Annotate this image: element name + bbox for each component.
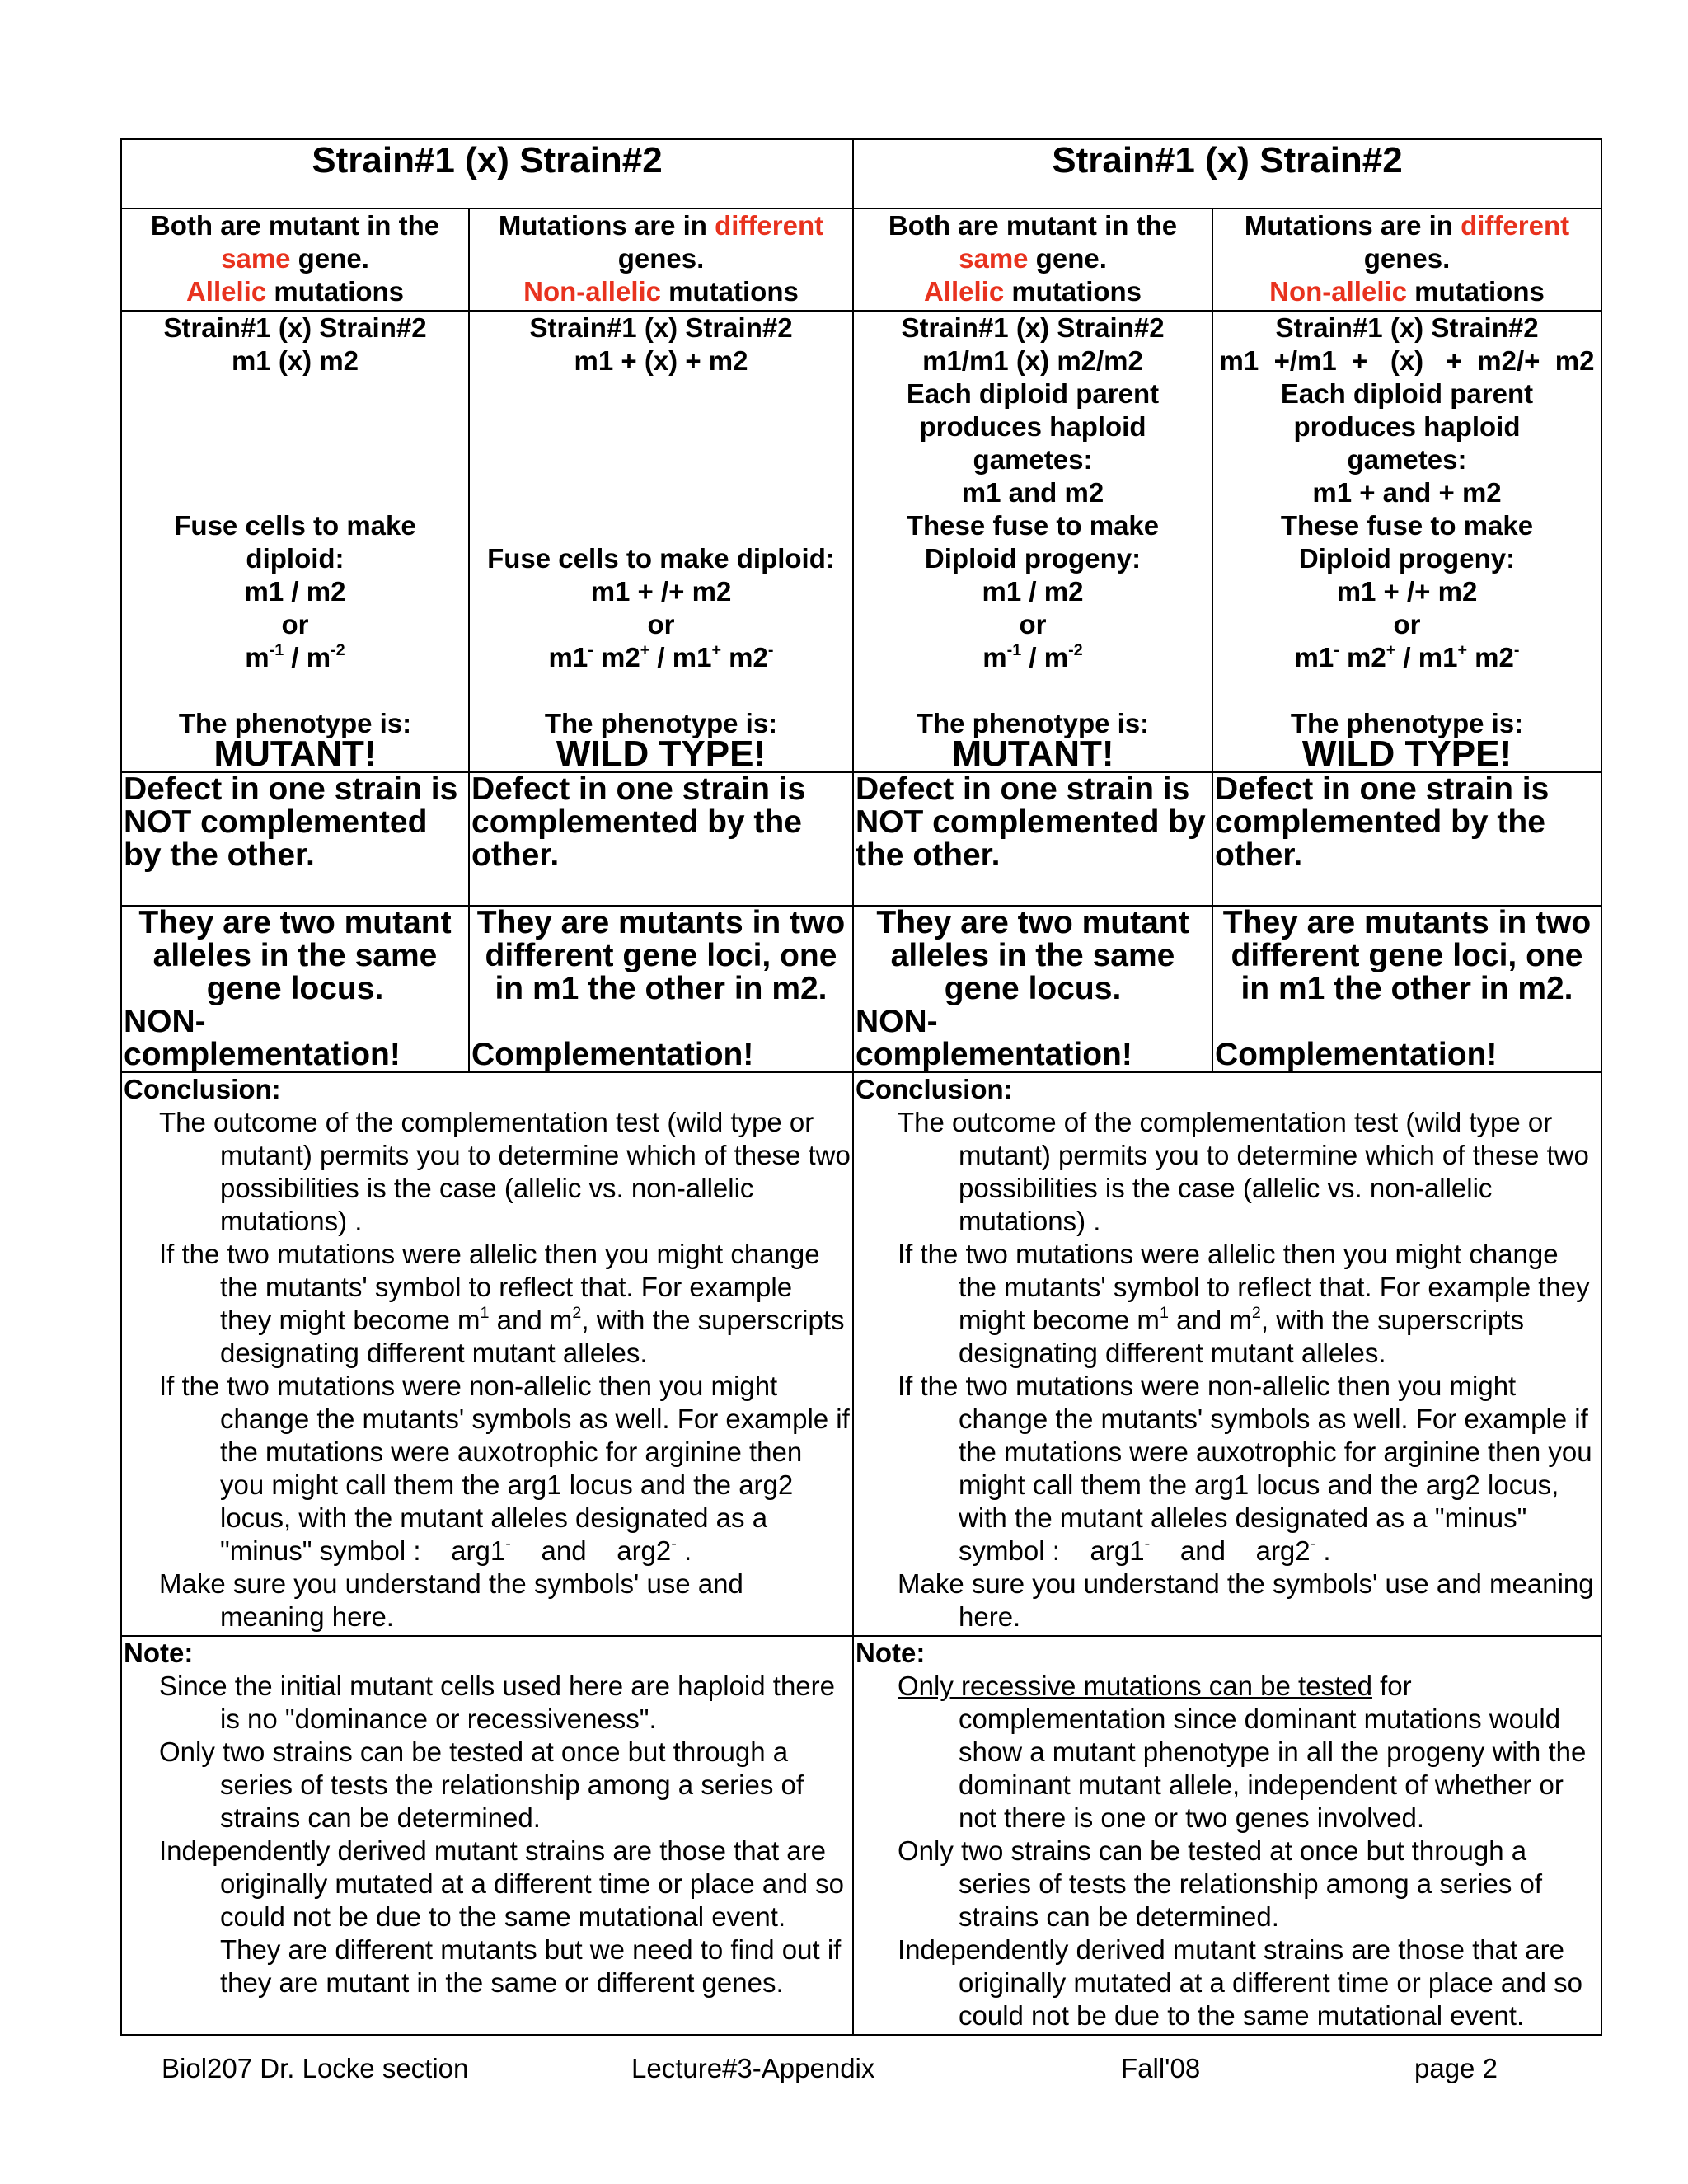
- cross-line: m1/m1 (x) m2/m2: [922, 345, 1143, 376]
- cross-line: Strain#1 (x) Strain#2: [529, 312, 793, 343]
- right-title: Strain#1 (x) Strain#2: [853, 139, 1601, 209]
- note-label: Note:: [856, 1638, 926, 1668]
- cross-line: Each diploid parent: [1280, 378, 1534, 409]
- cross-line: These fuse to make: [906, 510, 1160, 541]
- cross-line: Strain#1 (x) Strain#2: [1275, 312, 1539, 343]
- desc-line: mutations: [1407, 276, 1545, 307]
- cross-line: or: [1019, 609, 1047, 640]
- locus-line: They are mutants in two: [476, 905, 846, 940]
- col1-description: [121, 209, 469, 311]
- fuse-line: diploid:: [246, 543, 345, 574]
- fuse-symbol: $m^{-1} / m^{-2}$: [245, 641, 345, 673]
- fuse-line: m1 / m2: [244, 576, 346, 607]
- cross-line: gametes:: [973, 444, 1093, 475]
- desc-red-word: Allelic: [185, 276, 267, 307]
- page-footer: [0, 2052, 1688, 2083]
- locus-line: alleles in the same: [152, 938, 438, 973]
- locus-line: in m1 the other in m2.: [1240, 971, 1573, 1006]
- cross-line: Diploid progeny:: [924, 543, 1142, 574]
- locus-line: gene locus.: [206, 971, 384, 1006]
- desc-red-word: different: [715, 210, 824, 241]
- complementation-result: complementation!: [856, 1037, 1132, 1072]
- footer-course: Biol207 Dr. Locke section: [162, 2053, 469, 2083]
- note-paragraph: Since the initial mutant cells used here are haploid there is no "dominance or recessiveness".: [159, 1671, 835, 1734]
- desc-line: Mutations are in: [498, 210, 715, 241]
- locus-line: They are two mutant: [876, 905, 1189, 940]
- cross-line: gametes:: [1347, 444, 1467, 475]
- cross-line: m1 +/m1 + (x) + m2/+ m2: [1219, 345, 1595, 376]
- col2-description: [469, 209, 853, 311]
- phenotype-value: WILD TYPE!: [1301, 733, 1512, 774]
- cross-line: produces haploid: [1293, 411, 1521, 442]
- title-row: [121, 139, 1601, 209]
- col4-description: [1212, 209, 1601, 311]
- underlined-text: Only recessive mutations can be tested: [898, 1671, 1372, 1701]
- col4-locus: [1212, 906, 1601, 1072]
- note-row: [121, 1636, 1601, 2035]
- locus-line: alleles in the same: [890, 938, 1175, 973]
- note-paragraph: Only two strains can be tested at once but through a series of tests the relationship among a series of strains can be determined.: [159, 1736, 804, 1833]
- fuse-symbol: m1- m2+ / m1+ m2-: [1294, 641, 1520, 673]
- col1-defect: Defect in one strain is NOT complemented by the other.: [121, 772, 469, 906]
- desc-red-word: Allelic: [923, 276, 1005, 307]
- desc-line: mutations: [661, 276, 799, 307]
- note-label: Note:: [124, 1638, 194, 1668]
- description-row: [121, 209, 1601, 311]
- locus-line: They are mutants in two: [1222, 905, 1592, 940]
- conclusion-paragraph: The outcome of the complementation test (wild type or mutant) permits you to determine which of these two possibilities is the case (allelic vs. non-allelic mutations) .: [159, 1107, 851, 1236]
- note-paragraph: Only two strains can be tested at once but through a series of tests the relationship among a series of strains can be determined.: [898, 1835, 1543, 1932]
- col3-cross: [853, 311, 1212, 772]
- conclusion-paragraph: Make sure you understand the symbols' use and meaning here.: [898, 1568, 1594, 1632]
- cross-line: or: [1393, 609, 1421, 640]
- conclusion-left: [121, 1072, 857, 1636]
- desc-line: Both are mutant in the: [150, 210, 440, 241]
- fuse-symbol: m1- m2+ / m1+ m2-: [548, 641, 774, 673]
- desc-line: genes.: [1363, 243, 1451, 274]
- phenotype-label: The phenotype is:: [178, 708, 412, 738]
- complementation-result: Complementation!: [471, 1037, 754, 1072]
- desc-line: mutations: [1004, 276, 1142, 307]
- desc-line: genes.: [617, 243, 705, 274]
- locus-line: They are two mutant: [138, 905, 452, 940]
- conclusion-paragraph: If the two mutations were non-allelic then you might change the mutants' symbols as well. For example if the mutations were auxotrophic for arginine then you might call them the arg1 locus and the arg2 locus, with the mutant alleles designated as a "minus" symbol : arg1- and arg2- .: [159, 1371, 857, 1566]
- col3-defect: Defect in one strain is NOT complemented by the other.: [853, 772, 1212, 906]
- cross-line: Strain#1 (x) Strain#2: [901, 312, 1165, 343]
- cross-line: Each diploid parent: [906, 378, 1160, 409]
- locus-line: different gene loci, one: [1231, 938, 1583, 973]
- col2-locus: [469, 906, 853, 1072]
- col1-locus: [121, 906, 469, 1072]
- col2-defect: Defect in one strain is complemented by the other.: [469, 772, 853, 906]
- cross-line: Diploid progeny:: [1298, 543, 1516, 574]
- locus-row: [121, 906, 1601, 1072]
- conclusion-paragraph: If the two mutations were allelic then you might change the mutants' symbol to reflect that. For example they might become $m^1$ and $m^2$, with the superscripts designating different mutant alleles.: [898, 1239, 1590, 1368]
- cross-line: m1 + (x) + m2: [574, 345, 748, 376]
- note-paragraph: Only recessive mutations can be tested for complementation since dominant mutations would show a mutant phenotype in all the progeny with the dominant mutant allele, independent of whether or not there is one or two genes involved.: [898, 1671, 1587, 1833]
- complementation-table: [120, 138, 1602, 2036]
- defect-row: [121, 772, 1601, 906]
- col1-cross: [121, 311, 469, 772]
- cross-line: m1 / m2: [982, 576, 1084, 607]
- desc-line: gene.: [1028, 243, 1107, 274]
- fuse-line: m1 + /+ m2: [590, 576, 732, 607]
- fuse-line: Fuse cells to make: [174, 510, 416, 541]
- cross-line: Strain#1 (x) Strain#2: [163, 312, 427, 343]
- desc-line: gene.: [290, 243, 369, 274]
- cross-line: m1 (x) m2: [231, 345, 359, 376]
- fuse-line: or: [281, 609, 309, 640]
- phenotype-label: The phenotype is:: [916, 708, 1150, 738]
- cross-line: These fuse to make: [1280, 510, 1534, 541]
- col3-locus: [853, 906, 1212, 1072]
- conclusion-row: [121, 1072, 1601, 1636]
- footer-lecture: Lecture#3-Appendix: [631, 2053, 875, 2083]
- col3-description: [853, 209, 1212, 311]
- cross-line: m1 + /+ m2: [1336, 576, 1478, 607]
- cross-line: produces haploid: [919, 411, 1146, 442]
- fuse-line: Fuse cells to make diploid:: [487, 543, 835, 574]
- complementation-result: complementation!: [124, 1037, 401, 1072]
- complementation-result: NON-: [124, 1004, 206, 1039]
- note-paragraph: Independently derived mutant strains are those that are originally mutated at a different time or place and so could not be due to the same mutational event.: [898, 1934, 1582, 2031]
- cross-row: [121, 311, 1601, 772]
- note-paragraph: Independently derived mutant strains are those that are originally mutated at a different time or place and so could not be due to the same mutational event. They are different mutants but we need to find out if they are mutant in the same or different genes.: [159, 1835, 844, 1998]
- complementation-result: NON-: [856, 1004, 938, 1039]
- desc-line: Both are mutant in the: [888, 210, 1178, 241]
- col4-defect: Defect in one strain is complemented by the other.: [1212, 772, 1601, 906]
- complementation-result: Complementation!: [1215, 1037, 1498, 1072]
- phenotype-label: The phenotype is:: [1290, 708, 1524, 738]
- cross-line: m1 and m2: [961, 477, 1104, 508]
- locus-line: different gene loci, one: [485, 938, 837, 973]
- conclusion-right: [853, 1072, 1601, 1636]
- cross-line: m1 + and + m2: [1312, 477, 1502, 508]
- desc-red-word: different: [1461, 210, 1570, 241]
- locus-line: gene locus.: [944, 971, 1122, 1006]
- conclusion-paragraph: If the two mutations were non-allelic then you might change the mutants' symbols as well. For example if the mutations were auxotrophic for arginine then you might call them the arg1 locus and the arg2 locus, with the mutant alleles designated as a "minus" symbol : arg1- and arg2- .: [898, 1371, 1600, 1566]
- conclusion-paragraph: The outcome of the complementation test (wild type or mutant) permits you to determine which of these two possibilities is the case (allelic vs. non-allelic mutations) .: [898, 1107, 1589, 1236]
- col4-cross: [1212, 311, 1601, 772]
- desc-red-word: Non-allelic: [1269, 276, 1408, 307]
- footer-term: Fall'08: [1121, 2053, 1201, 2083]
- conclusion-label: Conclusion:: [856, 1074, 1013, 1104]
- fuse-symbol: $m^{-1} / m^{-2}$: [982, 641, 1083, 673]
- desc-line: Mutations are in: [1244, 210, 1461, 241]
- conclusion-paragraph: If the two mutations were allelic then you might change the mutants' symbol to reflect that. For example they might become $m^1$ and $m^2$, with the superscripts designating different mutant alleles.: [159, 1239, 845, 1368]
- left-title: Strain#1 (x) Strain#2: [121, 139, 853, 209]
- phenotype-label: The phenotype is:: [544, 708, 778, 738]
- note-right: [853, 1636, 1601, 2035]
- desc-line: mutations: [266, 276, 405, 307]
- desc-red-word: same: [221, 243, 291, 274]
- desc-red-word: same: [959, 243, 1029, 274]
- phenotype-value: MUTANT!: [951, 733, 1114, 774]
- footer-page: page 2: [1414, 2053, 1498, 2083]
- col2-cross: [469, 311, 853, 772]
- phenotype-value: MUTANT!: [213, 733, 377, 774]
- conclusion-label: Conclusion:: [124, 1074, 281, 1104]
- fuse-line: or: [647, 609, 675, 640]
- desc-red-word: Non-allelic: [523, 276, 662, 307]
- conclusion-paragraph: Make sure you understand the symbols' use and meaning here.: [159, 1568, 743, 1632]
- locus-line: in m1 the other in m2.: [495, 971, 828, 1006]
- phenotype-value: WILD TYPE!: [556, 733, 767, 774]
- note-left: [121, 1636, 853, 2035]
